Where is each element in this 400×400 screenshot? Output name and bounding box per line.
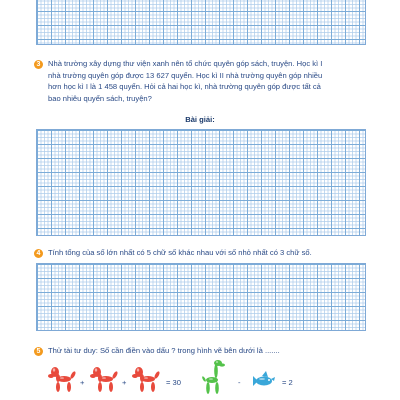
question-3-line-1: Nhà trường xây dựng thư viện xanh nên tổ chức quyên góp sách, truyện. Học kì I — [48, 59, 323, 68]
answer-grid-question-3[interactable] — [36, 129, 366, 236]
equals-2: = 2 — [282, 378, 293, 387]
question-number-3: 3 — [34, 60, 43, 69]
balloon-dog-icon — [48, 366, 78, 394]
solution-title: Bài giải: — [185, 115, 215, 124]
question-3-line-3: hơn học kì I là 1 458 quyển. Hỏi cả hai học kì, nhà trường quyên góp được tất cả — [48, 82, 321, 91]
balloon-dog-icon — [132, 366, 162, 394]
question-number-4: 4 — [34, 249, 43, 258]
question-4-text: Tính tổng của số lớn nhất có 5 chữ số khác nhau với số nhỏ nhất có 3 chữ số. — [48, 248, 312, 257]
question-3-text — [48, 58, 388, 104]
plus-sign-2: + — [122, 378, 127, 387]
balloon-fish-icon — [250, 370, 276, 390]
minus-sign: - — [238, 378, 241, 387]
equals-30: = 30 — [166, 378, 181, 387]
answer-grid-question-4[interactable] — [36, 263, 366, 331]
question-number-5: 5 — [34, 347, 43, 356]
balloon-giraffe-icon — [200, 358, 228, 396]
question-5-text: Thử tài tư duy: Số cần điền vào dấu ? trong hình vẽ bên dưới là ....... — [48, 346, 280, 355]
answer-grid-top[interactable] — [36, 0, 366, 45]
balloon-dog-icon — [90, 366, 120, 394]
plus-sign-1: + — [80, 378, 85, 387]
question-3-line-2: nhà trường quyên góp được 13 627 quyển. Học kì II nhà trường quyên góp nhiều — [48, 70, 323, 80]
question-3-line-4: bao nhiêu quyển sách, truyện? — [48, 93, 152, 103]
